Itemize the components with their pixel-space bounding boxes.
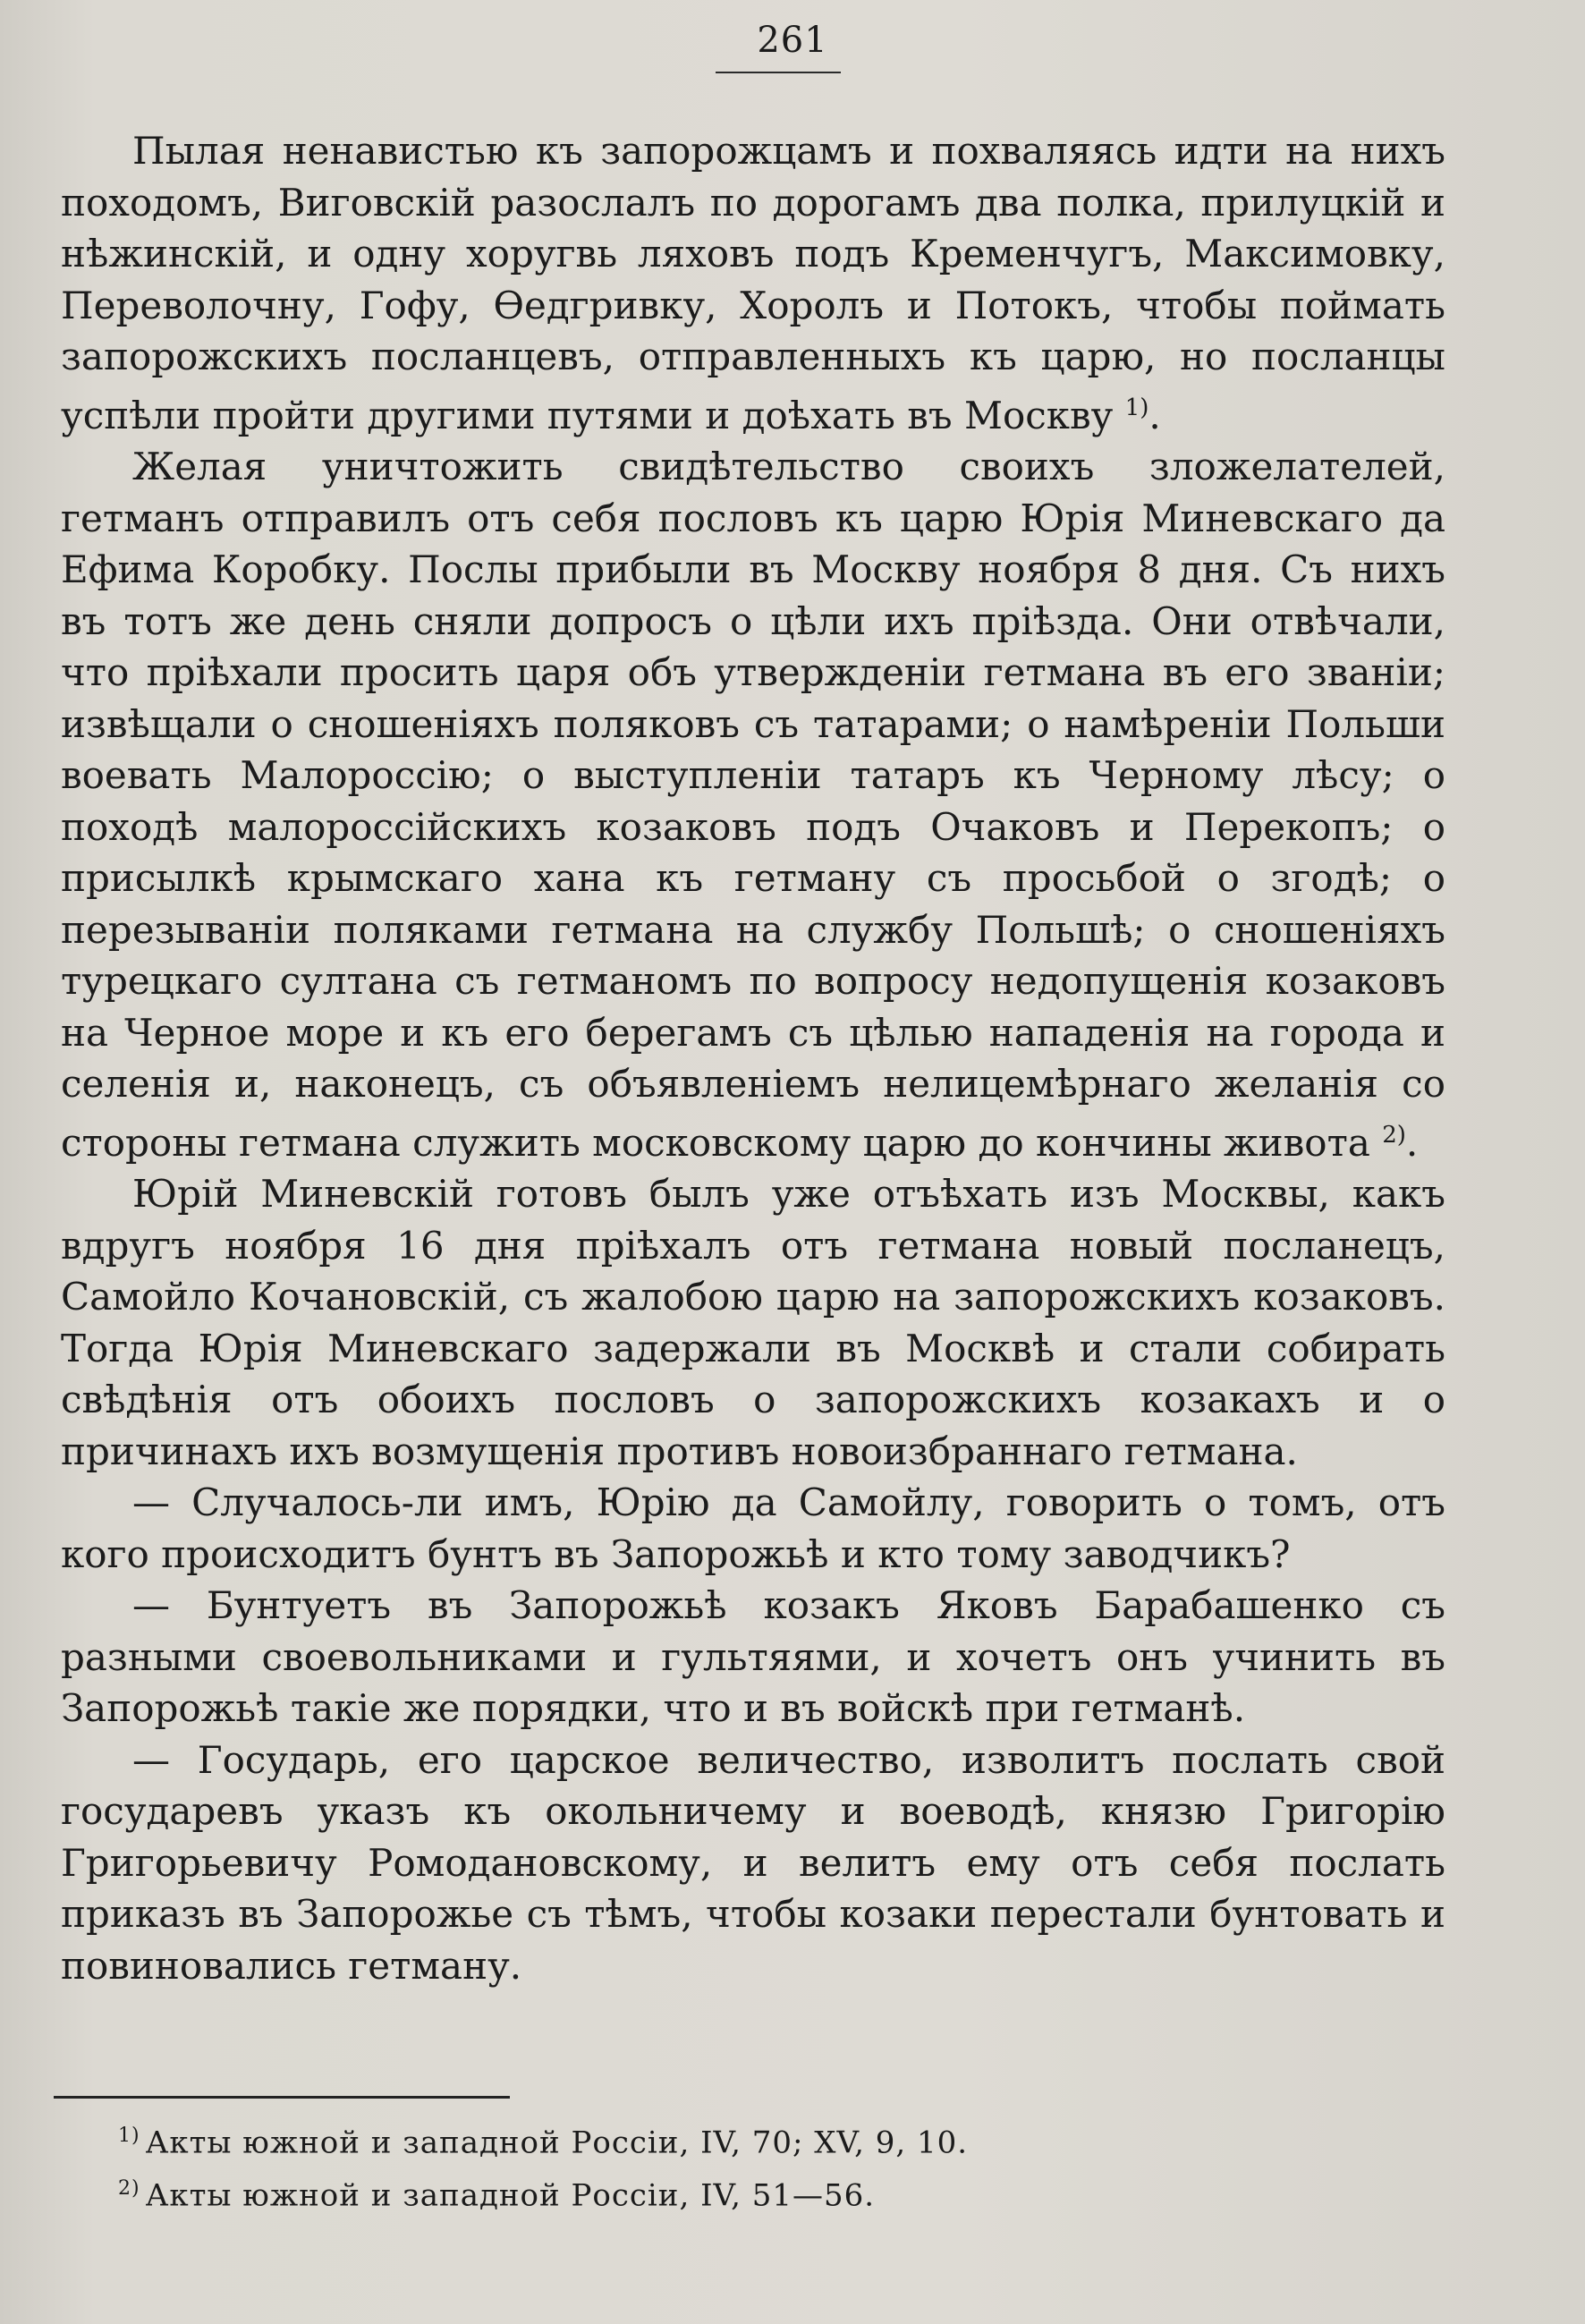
paragraph-tail: . xyxy=(1405,1120,1419,1165)
paragraph-text: Желая уничтожить свидѣтельство своихъ зложелателей, гетманъ отправилъ отъ себя пословъ къ царю Юрія Миневскаго да Ефима Коробку. Послы прибыли въ Москву ноября 8 дня. Съ нихъ въ тотъ же день сняли допросъ о цѣли ихъ пріѣзда. Они отвѣчали, что пріѣхали просить царя объ утвержденіи гетмана въ его званіи; извѣщали о сношеніяхъ поляковъ съ татарами; о намѣреніи Польши воевать Малороссію; о выступленіи татаръ къ Черному лѣсу; о походѣ малороссійскихъ козаковъ подъ Очаковъ и Перекопъ; о присылкѣ крымскаго хана къ гетману съ просьбой о згодѣ; о перезываніи поляками гетмана на службу Польшѣ; о сношеніяхъ турецкаго султана съ гетманомъ по вопросу недопущенія козаковъ на Черное море и къ его берегамъ съ цѣлью нападенія на города и селенія и, наконецъ, съ объявленіемъ нелицемѣрнаго желанія со стороны гетмана служить московскому царю до кончины живота xyxy=(61,445,1445,1165)
footnote-text: Акты южной и западной Россіи, IV, 70; XV, 9, 10. xyxy=(145,2125,969,2161)
paragraph-text: — Случалось-ли имъ, Юрію да Самойлу, говорить о томъ, отъ кого происходитъ бунтъ въ Запорожьѣ и кто тому заводчикъ? xyxy=(61,1480,1445,1576)
footnote-text: Акты южной и западной Россіи, IV, 51—56. xyxy=(145,2177,876,2214)
dialog-line xyxy=(61,1735,1445,1992)
footnote-mark: 1) xyxy=(118,2125,140,2147)
main-text xyxy=(61,125,1445,1991)
paragraph-text: Юрій Миневскій готовъ былъ уже отъѣхать изъ Москвы, какъ вдругъ ноября 16 дня пріѣхалъ отъ гетмана новый посланецъ, Самойло Кочановскій, съ жалобою царю на запорожскихъ козаковъ. Тогда Юрія Миневскаго задержали въ Москвѣ и стали собирать свѣдѣнія отъ обоихъ пословъ о запорожскихъ козакахъ и о причинахъ ихъ возмущенія противъ новоизбраннаго гетмана. xyxy=(61,1172,1445,1473)
paragraph-text: — Государь, его царское величество, изволитъ послать свой государевъ указъ къ окольничему и воеводѣ, князю Григорію Григорьевичу Ромодановскому, и велитъ ему отъ себя послать приказъ въ Запорожье съ тѣмъ, чтобы козаки перестали бунтовать и повиновались гетману. xyxy=(61,1737,1445,1988)
paragraph-tail: . xyxy=(1148,393,1161,437)
paragraph xyxy=(61,441,1445,1168)
footnote-ref: 2) xyxy=(1382,1121,1406,1149)
paragraph-text: — Бунтуетъ въ Запорожьѣ козакъ Яковъ Барабашенко съ разными своевольниками и гультяями, и хочетъ онъ учинить въ Запорожьѣ такіе же порядки, что и въ войскѣ при гетманѣ. xyxy=(61,1583,1445,1730)
page-number-rule xyxy=(716,72,841,73)
paragraph xyxy=(61,1168,1445,1477)
page-number: 261 xyxy=(757,20,828,61)
paragraph xyxy=(61,125,1445,441)
footnotes xyxy=(118,2113,1281,2219)
footnote-ref: 1) xyxy=(1124,394,1149,421)
footnote-mark: 2) xyxy=(118,2177,140,2201)
paragraph-text: Пылая ненавистью къ запорожцамъ и похваляясь идти на нихъ походомъ, Виговскій разослалъ по дорогамъ два полка, прилуцкій и нѣжинскій, и одну хоругвь ляховъ подъ Кременчугъ, Максимовку, Переволочну, Гофу, Ѳедгривку, Хоролъ и Потокъ, чтобы поймать запорожскихъ посланцевъ, отправленныхъ къ царю, но посланцы успѣли пройти другими путями и доѣхать въ Москву xyxy=(61,129,1445,437)
dialog-line xyxy=(61,1477,1445,1580)
dialog-line xyxy=(61,1580,1445,1735)
footnote xyxy=(118,2113,1281,2166)
footnote xyxy=(118,2166,1281,2218)
footnote-rule xyxy=(54,2096,510,2099)
